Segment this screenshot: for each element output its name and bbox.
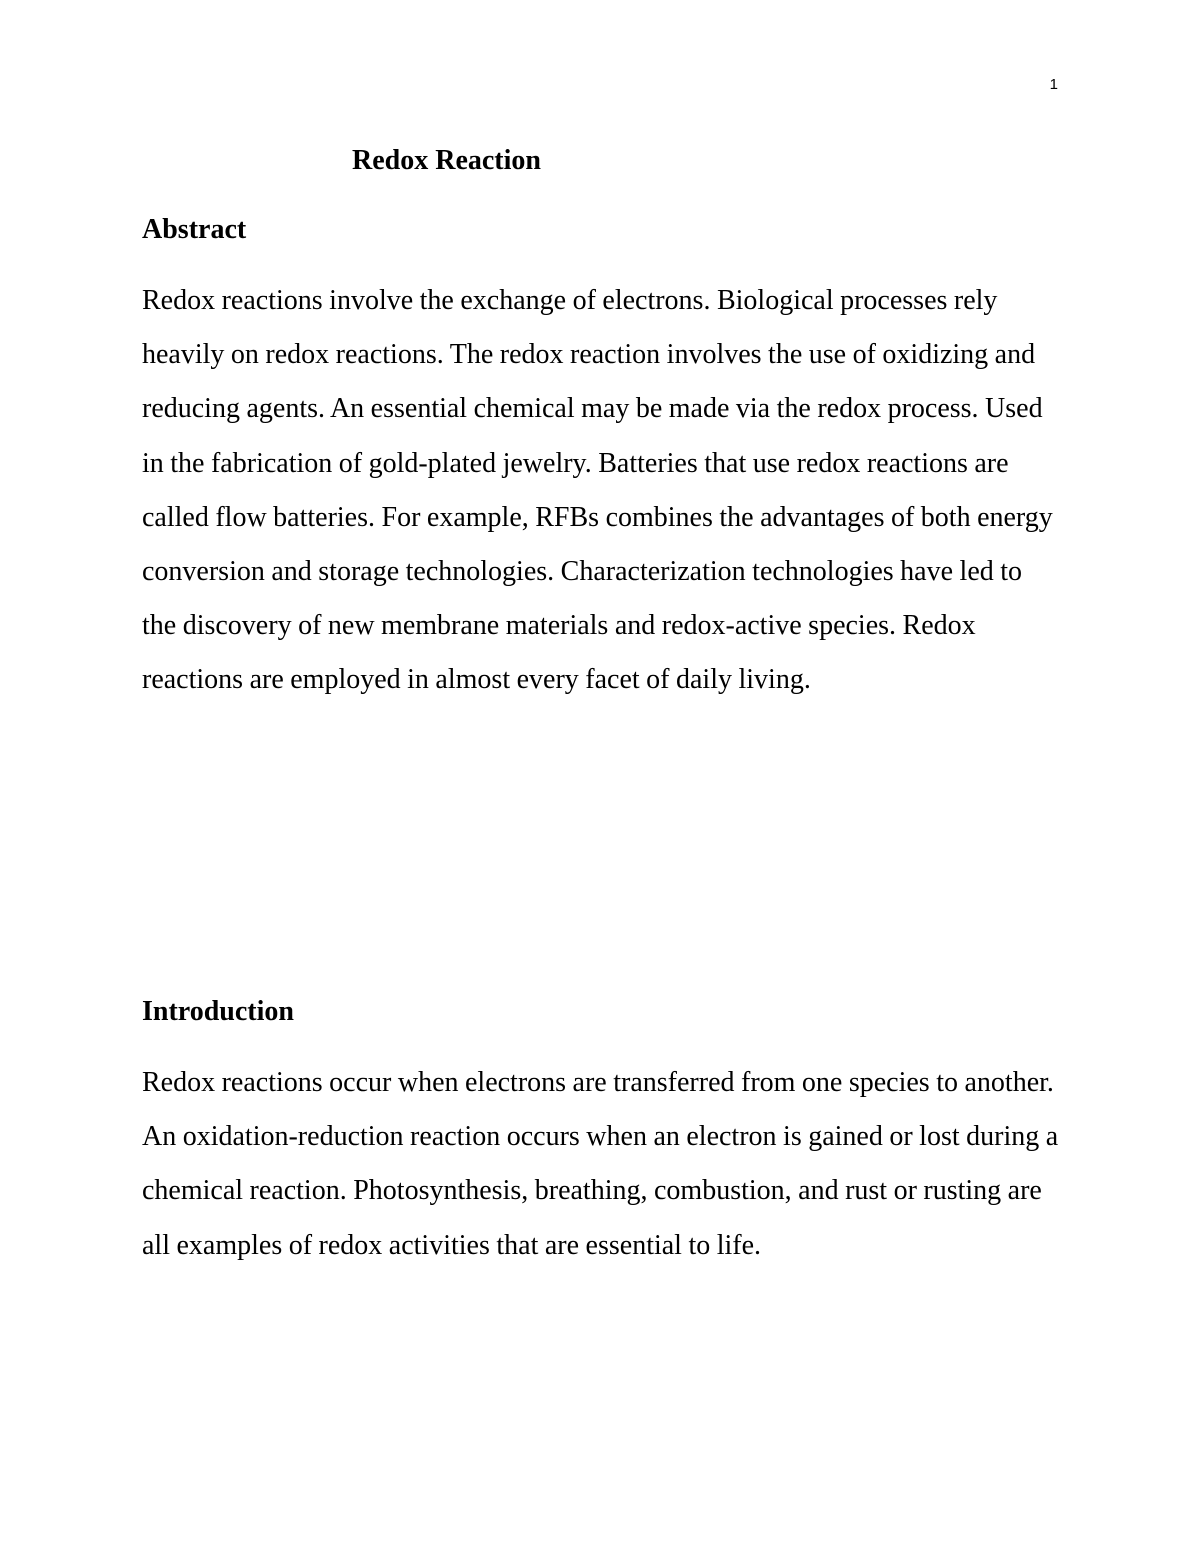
introduction-heading: Introduction xyxy=(142,996,294,1027)
abstract-paragraph: Redox reactions involve the exchange of electrons. Biological processes rely heavily on redox reactions. The redox reaction involves the use of oxidizing and reducing agents. An essential chemical may be made via the redox process. Used in the fabrication of gold-plated jewelry. Batteries that use redox reactions are called flow batteries. For example, RFBs combines the advantages of both energy conversion and storage technologies. Characterization technologies have led to the discovery of new membrane materials and redox-active species. Redox reactions are employed in almost every facet of daily living. xyxy=(142,285,1053,696)
introduction-paragraph: Redox reactions occur when electrons are transferred from one species to another. An oxidation-reduction reaction occurs when an electron is gained or lost during a chemical reaction. Photosynthesis, breathing, combustion, and rust or rusting are all examples of redox activities that are essential to life. xyxy=(142,1067,1059,1261)
page-number: 1 xyxy=(1049,76,1058,93)
abstract-heading: Abstract xyxy=(142,214,247,245)
document-title: Redox Reaction xyxy=(352,145,541,176)
